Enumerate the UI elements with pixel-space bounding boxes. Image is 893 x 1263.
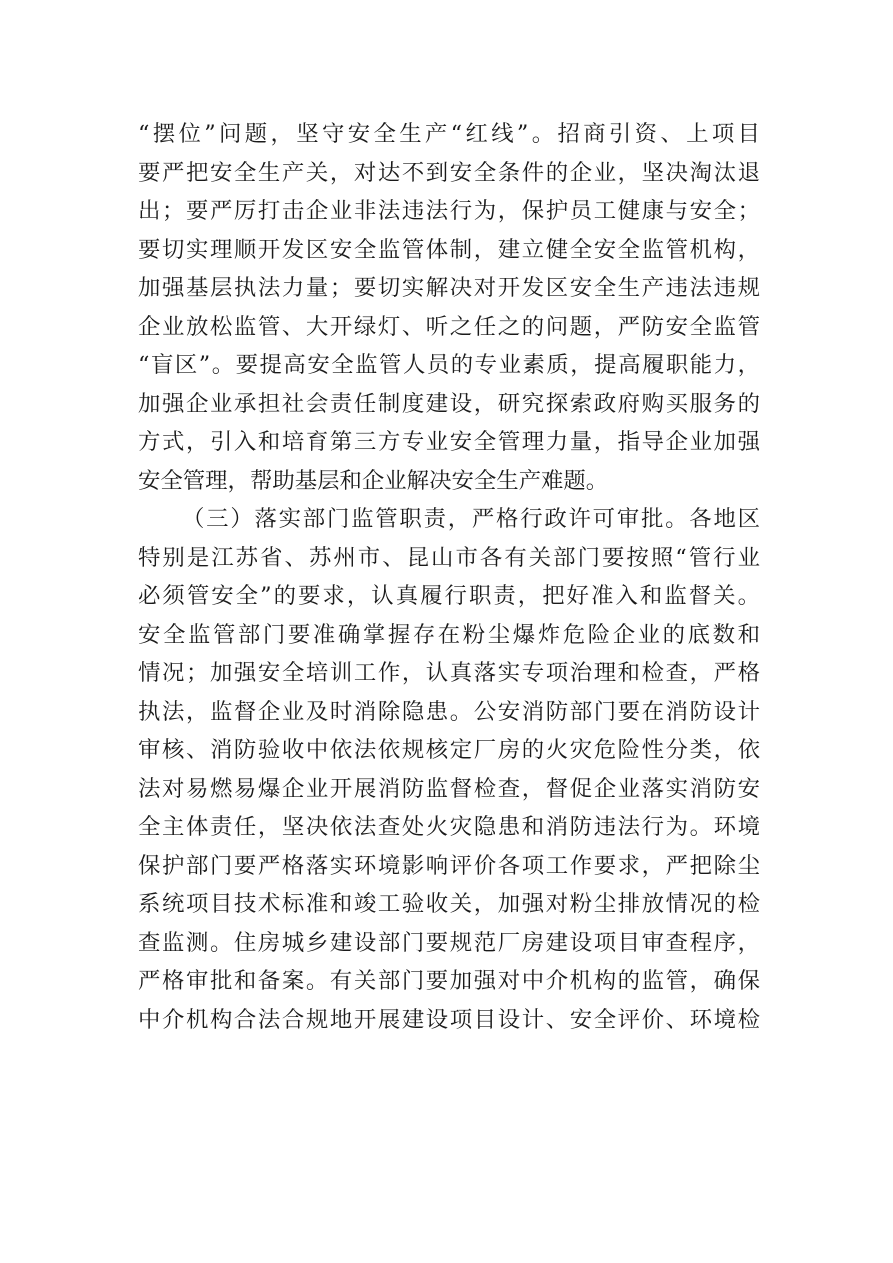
text-line: 中介机构合法合规地开展建设项目设计、安全评价、环境检 <box>138 1006 760 1033</box>
paragraph-first-line: （三）落实部门监管职责，严格行政许可审批。各地区 <box>182 506 760 532</box>
text-line: 系统项目技术标准和竣工验收关，加强对粉尘排放情况的检 <box>138 891 760 917</box>
body-text <box>138 115 760 1039</box>
text-line: “盲区”。要提高安全监管人员的专业素质，提高履职能力， <box>138 352 760 378</box>
text-line: 法对易燃易爆企业开展消防监督检查，督促企业落实消防安 <box>138 775 760 802</box>
text-line: 执法，监督企业及时消除隐患。公安消防部门要在消防设计 <box>138 698 760 725</box>
text-line: 加强基层执法力量；要切实解决对开发区安全生产违法违规 <box>138 275 760 301</box>
text-line: 查监测。住房城乡建设部门要规范厂房建设项目审查程序， <box>138 929 760 956</box>
text-line: 加强企业承担社会责任制度建设，研究探索政府购买服务的 <box>138 390 760 417</box>
text-line: 特别是江苏省、苏州市、昆山市各有关部门要按照“管行业 <box>138 544 760 571</box>
text-line: “摆位”问题，坚守安全生产“红线”。招商引资、上项目 <box>138 121 760 147</box>
text-line: 方式，引入和培育第三方专业安全管理力量，指导企业加强 <box>138 429 760 455</box>
text-line: 要切实理顺开发区安全监管体制，建立健全安全监管机构， <box>138 236 760 263</box>
text-line: 安全监管部门要准确掌握存在粉尘爆炸危险企业的底数和 <box>138 621 760 648</box>
text-line: 必须管安全”的要求，认真履行职责，把好准入和监督关。 <box>138 583 760 609</box>
text-line: 情况；加强安全培训工作，认真落实专项治理和检查，严格 <box>138 660 760 686</box>
text-line: 保护部门要严格落实环境影响评价各项工作要求，严把除尘 <box>138 852 760 879</box>
text-line: 出；要严厉打击企业非法违法行为，保护员工健康与安全； <box>138 198 760 224</box>
text-line: 审核、消防验收中依法依规核定厂房的火灾危险性分类，依 <box>138 737 760 763</box>
text-line: 全主体责任，坚决依法查处火灾隐患和消防违法行为。环境 <box>138 814 760 840</box>
text-line: 要严把安全生产关，对达不到安全条件的企业，坚决淘汰退 <box>138 159 760 186</box>
text-line: 严格审批和备案。有关部门要加强对中介机构的监管，确保 <box>138 968 760 994</box>
text-line: 安全管理，帮助基层和企业解决安全生产难题。 <box>138 467 609 494</box>
text-line: 企业放松监管、大开绿灯、听之任之的问题，严防安全监管 <box>138 313 760 340</box>
